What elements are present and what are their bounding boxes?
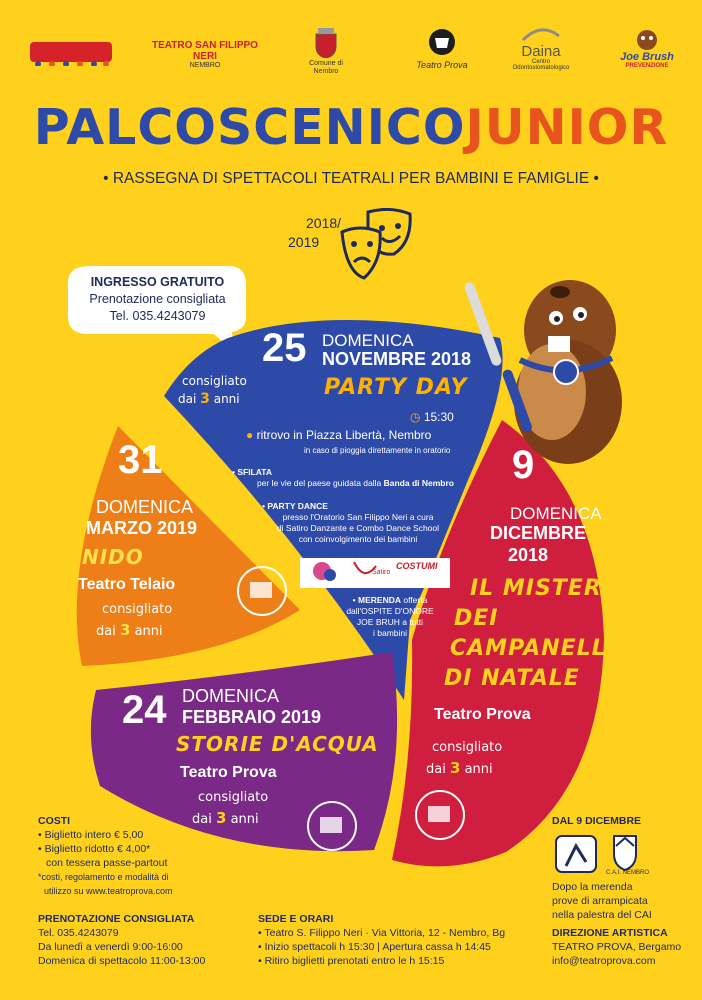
teatro-prova-text: Teatro Prova [416,60,468,70]
footer-costi [38,814,238,898]
sede-line3: • Ritiro biglietti prenotati entro le h 15:15 [258,955,445,967]
sfilata-desc1: per le vie del paese guidata dalla [256,478,382,488]
nov-age-suffix: dai [178,392,197,406]
costi-line1: • Biglietto intero € 5,00 [38,829,144,841]
nov-month: NOVEMBRE 2018 [322,349,472,369]
sede-line2: • Inizio spettacoli h 15:30 | Apertura cassa h 14:45 [258,941,491,953]
nov-age-prefix: consigliato [182,374,247,388]
nov-weekday: DOMENICA [322,331,414,350]
nov-party [262,501,454,545]
dec-title-l1: IL MISTERO [470,576,622,601]
feb-age-suffix: dai [192,812,212,827]
season-line2: 2019 [288,234,320,250]
cai-icon [614,836,636,870]
feb-weekday: DOMENICA [182,686,280,706]
cai-label: C.A.I. NEMBRO [606,870,650,876]
party-title: • PARTY DANCE [262,501,328,511]
costi-line2: • Biglietto ridotto € 4,00* [38,843,151,855]
feb-day: 24 [122,688,167,732]
pren-title: PRENOTAZIONE CONSIGLIATA [38,913,195,925]
feb-age-prefix: consigliato [198,790,269,805]
footer-dal [552,880,692,922]
nov-age-number: 3 [200,391,210,407]
merenda-desc1: offerta [403,595,428,605]
dir-title: DIREZIONE ARTISTICA [552,927,668,939]
san-filippo-sub: NEMBRO [189,62,221,69]
footer-prenotazione [38,912,248,968]
dec-title [428,574,621,694]
feb-venue: Teatro Prova [180,764,277,781]
merenda-desc4: i bambini [372,628,408,638]
footer-cai [552,814,692,828]
nov-sfilata [228,467,454,489]
nov-place: ritrovo in Piazza Libertà, Nembro [256,428,432,442]
subtitle: • RASSEGNA DI SPETTACOLI TEATRALI PER BAMBINI E FAMIGLIE • [103,170,599,187]
costi-title: COSTI [38,815,71,827]
location-pin-icon: ● [246,428,257,442]
party-desc2: di Satiro Danzante e Combo Dance School [276,523,440,533]
nov-place-row [246,428,431,442]
mar-age-suffix: dai [96,624,116,639]
sponsor1-label: Satiro [372,569,391,576]
dal-line2: prove di arrampicata [552,895,648,907]
daina-sub: Centro Odontostomatologico [512,59,570,71]
title-part2: JUNIOR [465,99,669,156]
nov-rain: in caso di pioggia direttamente in oratorio [304,446,451,455]
dir-line2: info@teatroprova.com [552,955,656,967]
merenda-desc2: dall'OSPITE D'ONORE [346,606,434,616]
feb-month: FEBBRAIO 2019 [182,707,322,727]
feb-age-number: 3 [215,809,227,827]
costi-line5: utilizzo su www.teatroprova.com [44,886,173,896]
merenda-title: • MERENDA [352,595,401,605]
dec-day: 9 [512,443,535,487]
dal-title: DAL 9 DICEMBRE [552,815,642,827]
dec-age-unit: anni [464,762,493,777]
mar-month: MARZO 2019 [86,518,198,538]
sponsor2-label: COSTUMI [396,561,438,571]
mar-weekday: DOMENICA [96,497,194,517]
pren-line2: Da lunedì a venerdì 9:00-16:00 [38,941,183,953]
comune-text: Comune di Nembro [309,60,343,75]
nov-time: 15:30 [423,410,454,424]
dec-age [426,738,502,780]
sfilata-desc2: Banda di Nembro [383,478,454,488]
entry-phone: Tel. 035.4243079 [109,309,206,323]
footer-sede [258,912,538,968]
title-part1: PALCOSCENICO [33,99,466,156]
party-desc3: con coinvolgimento dei bambini [298,534,418,544]
sede-line1: • Teatro S. Filippo Neri · Via Vittoria, 12 - Nembro, Bg [258,927,506,939]
climbing-icon [556,836,596,872]
costi-line3: con tessera passe-partout [46,857,168,869]
sede-title: SEDE E ORARI [258,913,334,925]
mar-age [96,600,172,642]
san-filippo-title: TEATRO SAN FILIPPO NERI [152,40,258,62]
dal-line1: Dopo la merenda [552,881,633,893]
daina-title: Daina [521,43,561,60]
nov-time-row [410,410,454,424]
nov-age [178,372,247,408]
dec-title-l2: DEI [454,606,499,631]
mar-age-unit: anni [134,624,163,639]
dec-venue: Teatro Prova [434,706,531,723]
dec-age-number: 3 [449,759,461,777]
entry-booking: Prenotazione consigliata [89,292,226,306]
joe-brush-title: Joe Brush [620,51,674,63]
costi-line4: *costi, regolamento e modalità di [38,872,169,882]
nov-age-unit: anni [213,392,240,406]
clock-icon: ◷ [410,410,424,424]
mar-age-prefix: consigliato [102,602,173,617]
party-desc1: presso l'Oratorio San Filippo Neri a cura [282,512,434,522]
season-line1: 2018/ [306,215,342,231]
pren-line1: Tel. 035.4243079 [38,927,119,939]
dec-title-l3: CAMPANELLI [450,636,616,661]
entry-info [70,274,245,325]
feb-age-unit: anni [230,812,259,827]
dec-age-prefix: consigliato [432,740,503,755]
footer-direzione [552,926,700,968]
mar-venue: Teatro Telaio [78,576,176,593]
nov-title: PARTY DAY [324,375,468,400]
pren-line3: Domenica di spettacolo 11:00-13:00 [38,955,206,967]
dir-line1: TEATRO PROVA, Bergamo [552,941,682,953]
entry-free: INGRESSO GRATUITO [90,275,225,289]
dec-year: 2018 [508,545,549,565]
nov-day: 25 [262,326,307,370]
merenda-desc3: JOE BRUH a tutti [356,617,424,627]
dec-age-suffix: dai [426,762,446,777]
mar-title: NIDO [82,545,144,569]
dec-month: DICEMBRE [490,523,587,543]
sfilata-title: • SFILATA [232,467,272,477]
feb-title: STORIE D'ACQUA [176,732,379,756]
mar-age-number: 3 [119,621,131,639]
nov-merenda [340,595,440,639]
mar-day: 31 [118,438,163,482]
dec-weekday: DOMENICA [510,504,602,523]
dec-title-l4: DI NATALE [444,666,580,691]
joe-brush-sub: PREVENZIONE [625,63,669,69]
dal-line3: nella palestra del CAI [552,909,652,921]
